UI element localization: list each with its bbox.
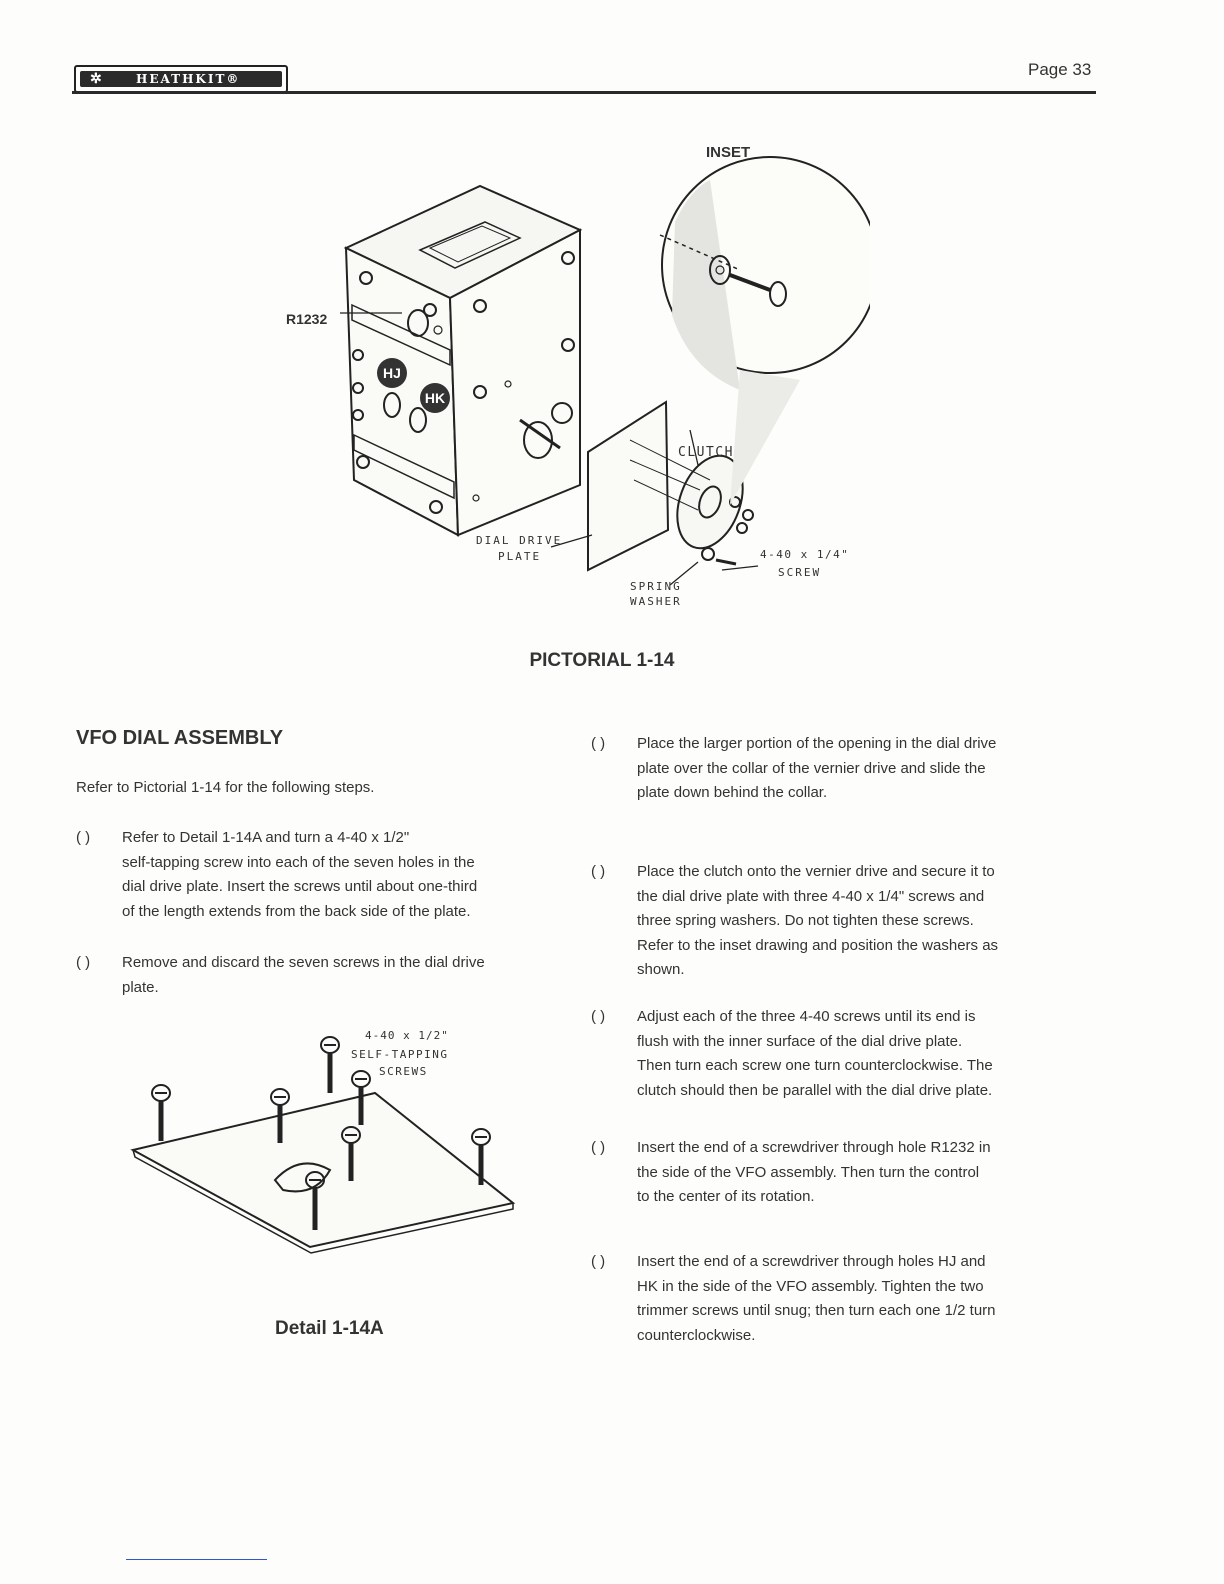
checkbox-mark[interactable]: ( ) xyxy=(591,1008,606,1025)
intro-text: Refer to Pictorial 1-14 for the following steps. xyxy=(76,779,375,796)
step-line: of the length extends from the back side of the plate. xyxy=(122,902,471,920)
step-line: to the center of its rotation. xyxy=(637,1188,815,1205)
plate-label: PLATE xyxy=(498,550,542,563)
step-line: HK in the side of the VFO assembly. Tighten the two xyxy=(637,1277,984,1295)
checkbox-mark[interactable]: ( ) xyxy=(591,1253,606,1270)
left-step-1 xyxy=(76,826,558,926)
spring-label: SPRING xyxy=(630,580,682,593)
detail-label-line3: SCREWS xyxy=(379,1065,428,1078)
dial-drive-label: DIAL DRIVE xyxy=(476,534,563,547)
step-line: Remove and discard the seven screws in the dial drive xyxy=(122,954,485,971)
step-line: flush with the inner surface of the dial drive plate. xyxy=(637,1032,963,1050)
checkbox-mark[interactable]: ( ) xyxy=(591,863,606,880)
screw-icon xyxy=(152,1085,170,1141)
step-line: Refer to the inset drawing and position the washers as xyxy=(637,936,999,954)
screw-label: SCREW xyxy=(778,566,822,579)
hk-badge-label: HK xyxy=(424,390,446,406)
left-step-2 xyxy=(76,951,558,1001)
step-line: counterclockwise. xyxy=(637,1326,756,1344)
heathkit-logo xyxy=(74,65,288,93)
step-line: the side of the VFO assembly. Then turn the control xyxy=(637,1163,980,1181)
hj-badge-label: HJ xyxy=(383,365,401,381)
pictorial-caption: PICTORIAL 1-14 xyxy=(529,650,675,671)
step-line: plate over the collar of the vernier drive and slide the xyxy=(637,759,986,777)
logo-plate xyxy=(80,71,282,87)
clutch-label: CLUTCH xyxy=(678,445,734,460)
checkbox-mark[interactable]: ( ) xyxy=(591,1139,606,1156)
header-rule xyxy=(72,91,1096,94)
step-line: the dial drive plate with three 4-40 x 1/4" screws and xyxy=(637,887,985,905)
right-step-2 xyxy=(591,860,1079,985)
right-step-3 xyxy=(591,1005,1079,1105)
section-title: VFO DIAL ASSEMBLY xyxy=(76,727,284,749)
checkbox-mark[interactable]: ( ) xyxy=(76,829,91,846)
step-line: Refer to Detail 1-14A and turn a 4-40 x 1/2" xyxy=(122,829,410,846)
step-line: self-tapping screw into each of the seven holes in the xyxy=(122,853,475,871)
brand-name: HEATHKIT® xyxy=(136,72,241,86)
step-line: trimmer screws until snug; then turn each one 1/2 turn xyxy=(637,1302,996,1319)
checkbox-mark[interactable]: ( ) xyxy=(591,735,606,752)
r1232-label: R1232 xyxy=(286,311,328,327)
right-step-1 xyxy=(591,732,1079,807)
detail-1-14a-drawing xyxy=(125,1025,525,1265)
detail-label-line2: SELF-TAPPING xyxy=(351,1048,449,1061)
step-line: plate down behind the collar. xyxy=(637,784,828,801)
pictorial-1-14-drawing xyxy=(270,130,870,620)
step-line: Insert the end of a screwdriver through hole R1232 in xyxy=(637,1139,991,1156)
checkbox-mark[interactable]: ( ) xyxy=(76,954,91,971)
footer-rule xyxy=(126,1559,267,1560)
atom-icon: ✲ xyxy=(90,71,104,87)
washer-label: WASHER xyxy=(630,595,682,608)
step-line: Place the larger portion of the opening in the dial drive xyxy=(637,735,997,752)
detail-caption: Detail 1-14A xyxy=(275,1318,384,1339)
right-step-4 xyxy=(591,1136,1079,1211)
page-number: Page 33 xyxy=(1028,60,1092,79)
step-line: Place the clutch onto the vernier drive and secure it to xyxy=(637,863,995,880)
step-line: shown. xyxy=(637,961,685,978)
right-step-5 xyxy=(591,1250,1079,1350)
step-line: Then turn each screw one turn counterclockwise. The xyxy=(637,1057,993,1074)
inset-label: INSET xyxy=(706,144,751,161)
step-line: Adjust each of the three 4-40 screws until its end is xyxy=(637,1008,976,1025)
step-line: Insert the end of a screwdriver through holes HJ and xyxy=(637,1253,986,1270)
detail-label-line1: 4-40 x 1/2" xyxy=(365,1029,449,1042)
step-line: three spring washers. Do not tighten these screws. xyxy=(637,912,974,929)
step-line: dial drive plate. Insert the screws until about one-third xyxy=(122,878,478,895)
step-line: clutch should then be parallel with the dial drive plate. xyxy=(637,1081,993,1099)
step-line: plate. xyxy=(122,978,159,996)
screw-size-label: 4-40 x 1/4" xyxy=(760,548,850,561)
